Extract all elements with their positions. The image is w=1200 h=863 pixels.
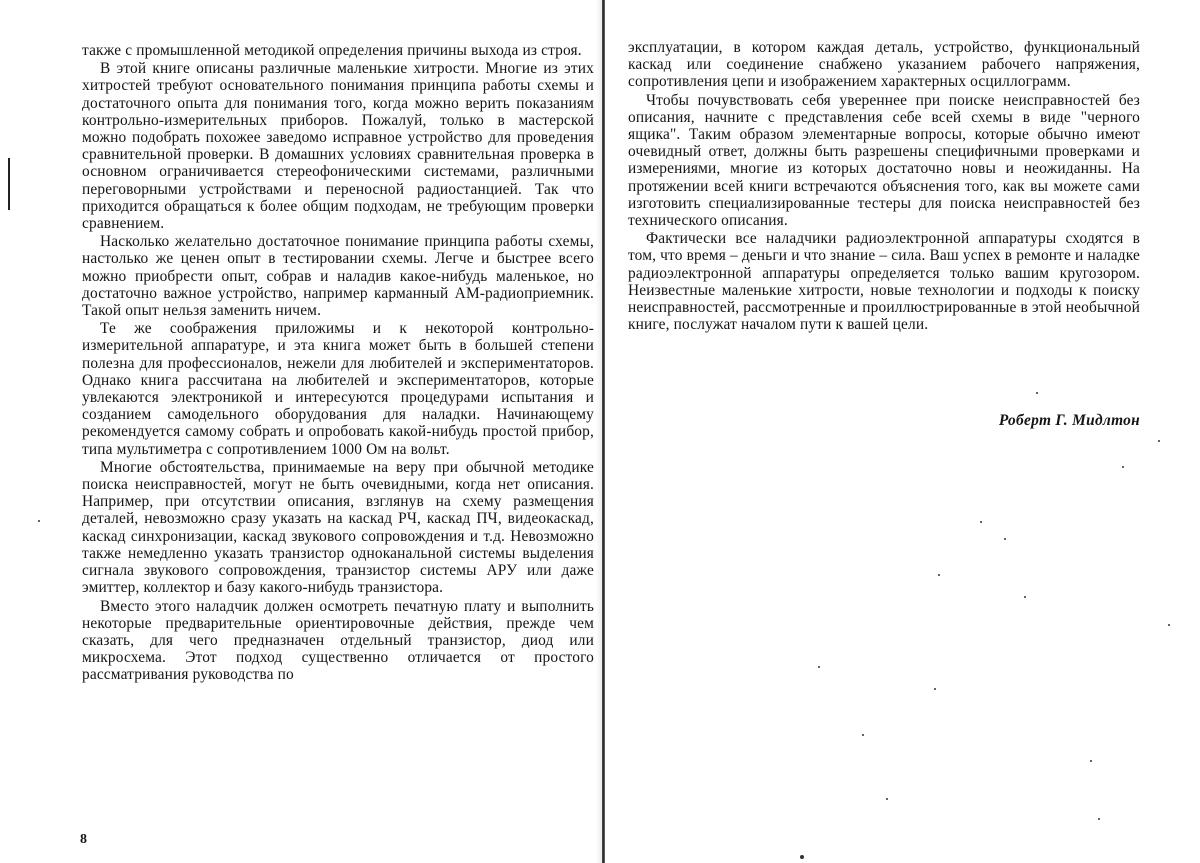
page-number: 8 bbox=[80, 832, 87, 847]
scan-speck bbox=[1098, 818, 1100, 820]
scan-speck bbox=[938, 574, 940, 576]
scan-speck bbox=[1024, 596, 1026, 598]
right-page-text bbox=[628, 39, 1140, 333]
paragraph: также с промышленной методикой определения причины выхода из строя. bbox=[82, 42, 582, 59]
left-page-text bbox=[82, 42, 594, 684]
paragraph: эксплуатации, в котором каждая деталь, устройство, функциональный каскад или соединение снабжено указанием рабочего напряжения, сопротивления цепи и изображением характерных осциллограмм. bbox=[628, 39, 1140, 91]
scan-speck bbox=[980, 521, 982, 523]
paragraph: Вместо этого наладчик должен осмотреть печатную плату и выполнить некоторые предварительные ориентировочные действия, прежде чем сказать, для чего предназначен отдельный транзистор, диод или микросхема. Этот подход существенно отличается от простого рассматривания руководства по bbox=[82, 597, 594, 684]
book-gutter bbox=[602, 0, 605, 863]
scan-speck bbox=[38, 520, 40, 522]
paragraph: Насколько желательно достаточное понимание принципа работы схемы, настолько же ценен опыт в тестировании схемы. Легче и быстрее всего можно приобрести опыт, собрав и наладив какое-нибудь маленькое, но достаточно важное устройство, например карманный АМ-радиоприемник. Такой опыт нельзя заменить ничем. bbox=[82, 233, 594, 320]
author-signature: Роберт Г. Мидлтон bbox=[998, 412, 1140, 429]
paragraph: Фактически все наладчики радиоэлектронной аппаратуры сходятся в том, что время – деньги и что знание – сила. Ваш успех в ремонте и наладке радиоэлектронной аппаратуры определяется только вашим кругозором. Неизвестные маленькие хитрости, новые технологии и подходы к поиску неисправностей, рассмотренные и проиллюстрированные в этой необычной книге, послужат началом пути к вашей цели. bbox=[628, 230, 1140, 334]
scan-speck bbox=[934, 688, 936, 690]
paragraph: В этой книге описаны различные маленькие хитрости. Многие из этих хитростей требуют основательного понимания принципа работы схемы и достаточного опыта для понимания того, когда можно верить показаниям контрольно-измерительных приборов. Пожалуй, только в мастерской можно подобрать похожее заведомо исправное устройство для проведения сравнительной проверки. В домашних условиях сравнительная проверка в основном ограничивается стереофоническими системами, различными переговорными устройствами и переносной радиостанцией. Так что приходится обращаться к более общим подходам, не требующим проверки сравнением. bbox=[82, 60, 594, 233]
scan-speck bbox=[1158, 440, 1160, 442]
paragraph: Чтобы почувствовать себя увереннее при поиске неисправностей без описания, начните с представления себе всей схемы в виде "черного ящика". Таким образом элементарные вопросы, которые обычно имеют очевидный ответ, должны быть разрешены специфичными проверками и измерениями, многие из которых достаточно новы и неожиданны. На протяжении всей книги встречаются объяснения того, как вы можете сами изготовить специализированные тестеры для поиска неисправностей без технического описания. bbox=[628, 91, 1140, 230]
scan-speck bbox=[1090, 760, 1092, 762]
scan-speck bbox=[818, 666, 820, 668]
scan-speck bbox=[1168, 624, 1170, 626]
scan-speck bbox=[1122, 466, 1124, 468]
paragraph: Многие обстоятельства, принимаемые на веру при обычной методике поиска неисправностей, могут не быть очевидными, когда нет описания. Например, при отсутствии описания, взглянув на схему размещения деталей, невозможно сразу указать на каскад РЧ, каскад ПЧ, видеокаскад, каскад синхронизации, каскад звукового сопровождения и т.д. Невозможно также немедленно указать транзистор одноканальной системы выделения сигнала звукового сопровождения, транзистор системы АРУ или даже эмиттер, коллектор и базу какого-нибудь транзистора. bbox=[82, 458, 594, 597]
scan-speck bbox=[1004, 538, 1006, 540]
scan-speck bbox=[1036, 392, 1038, 394]
scan-speck bbox=[800, 855, 804, 859]
scan-margin-mark bbox=[8, 158, 10, 210]
paragraph: Те же соображения приложимы и к некоторой контрольно-измерительной аппаратуре, и эта книга может быть в большей степени полезна для профессионалов, нежели для любителей и экспериментаторов. Однако книга рассчитана на любителей и экспериментаторов, которые увлекаются электроникой и интересуются процедурами испытания и созданием самодельного оборудования для наладки. Начинающему рекомендуется самому собрать и опробовать какой-нибудь простой прибор, типа мультиметра с сопротивлением 1000 Ом на вольт. bbox=[82, 320, 594, 458]
scan-speck bbox=[862, 734, 864, 736]
scan-speck bbox=[886, 798, 888, 800]
